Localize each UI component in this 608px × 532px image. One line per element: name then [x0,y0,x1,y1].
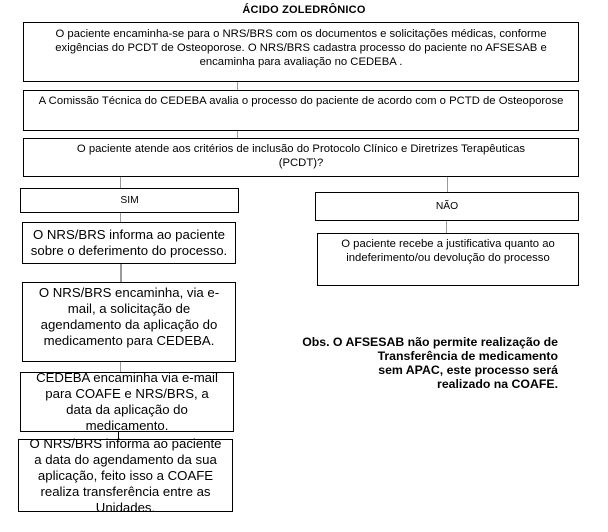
observation-note [290,335,558,391]
connector-2-3 [237,130,238,138]
yes-label-box [20,188,239,213]
note-line-2: Transferência de medicamento [377,349,558,363]
note-line-1: Obs. O AFSESAB não permite realização de [302,335,558,349]
no-label: NÃO [435,201,459,212]
yes-step-3-text: CEDEBA encaminha via e-mail para COAFE e NRS/BRS, a data da aplicação do medicamento. [36,370,218,433]
connector-y1-y2 [120,263,122,282]
step-2-text: A Comissão Técnica do CEDEBA avalia o processo do paciente de acordo com o PCTD de Osteoporose [38,95,564,107]
yes-label: SIM [120,195,139,206]
connector-3-yes [120,176,121,188]
no-step-1-box [317,233,579,286]
connector-1-2 [237,81,238,90]
connector-yes-y1 [120,212,121,222]
decision-text: O paciente atende aos critérios de inclusão do Protocolo Clínico e Diretrizes Terapêuticas (PCDT)? [76,143,526,169]
yes-step-4-box [18,435,233,515]
yes-step-3-box [20,372,234,432]
step-2-box [23,90,579,131]
connector-3-no [447,176,448,192]
yes-step-2-text: O NRS/BRS encaminha, via e-mail, a solicitação de agendamento da aplicação do medicamento para CEDEBA. [38,285,220,348]
decision-box [23,138,579,177]
step-1-box [23,22,579,82]
yes-step-4-text: O NRS/BRS informa ao paciente a data do agendamento da sua aplicação, feito isso a COAFE realiza transferência entre as Unidades. [29,435,222,515]
diagram-title: ÁCIDO ZOLEDRÔNICO [242,4,366,16]
no-step-1-text: O paciente recebe a justificativa quanto ao indeferimento/ou devolução do processo [341,238,555,264]
connector-no-n1 [446,220,447,233]
yes-step-2-box [22,282,236,362]
note-line-4: realizado na COAFE. [437,377,558,391]
no-label-box [315,192,579,221]
yes-step-1-box [22,222,236,264]
note-line-3: sem APAC, este processo será [378,363,558,377]
yes-step-1-text: O NRS/BRS informa ao paciente sobre o deferimento do processo. [30,227,228,258]
step-1-text: O paciente encaminha-se para o NRS/BRS com os documentos e solicitações médicas, conforme exigências do PCDT de Osteoporose. O NRS/BRS cadastra processo do paciente no AFSESAB e encaminha para avaliação no CEDEBA . [55,28,547,68]
